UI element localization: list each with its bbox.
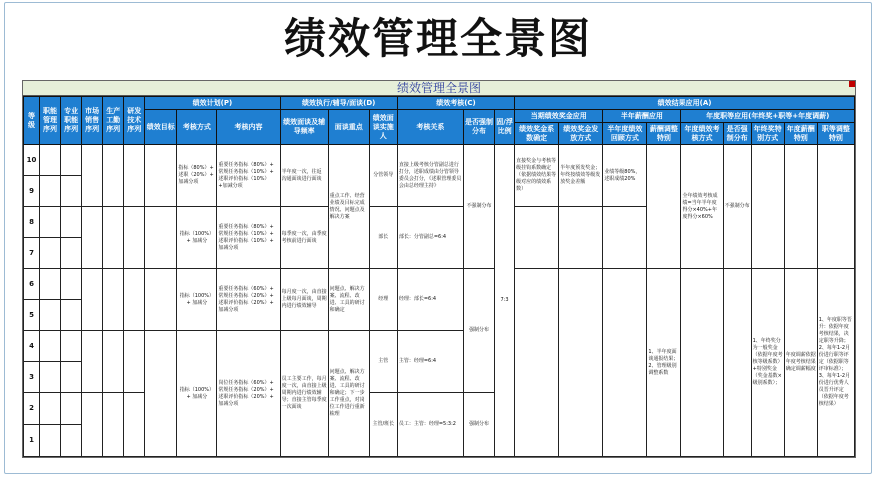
talk-freq-cell: 员工主要工作，每月度一次，由直接上级周期内进行绩效辅导；直接主管每季度一次面谈 — [280, 331, 328, 457]
table-cell — [723, 269, 751, 457]
table-cell — [82, 269, 103, 331]
table-cell — [61, 269, 82, 300]
header-forced: 是否强制分布 — [463, 110, 494, 145]
year-salary-cell: 年度调薪依据年度考核结果确定调薪幅度 — [784, 269, 817, 457]
table-cell — [559, 269, 603, 457]
header-col-2: 专业职能序列 — [61, 97, 82, 145]
header-year-salary: 年度薪酬特别 — [784, 123, 817, 145]
header-group-plan: 绩效计划(P) — [145, 97, 280, 110]
year-bonus-cell: 1、年终奖分为一般奖金（依据年度考核等级系数）+特别奖金（奖金基数×级别系数）； — [751, 269, 784, 457]
bonus-pay-cell: 半年度预发奖金；年终按绩效等级发放奖金差额 — [559, 145, 603, 207]
header-content: 考核内容 — [217, 110, 280, 145]
talk-person-cell: 部长 — [369, 207, 397, 269]
table-cell — [603, 269, 647, 457]
header-talk-focus: 面谈重点 — [328, 110, 369, 145]
table-cell — [40, 300, 61, 331]
ratio-cell: 7:3 — [495, 145, 515, 457]
header-bonus-pay: 绩效奖金发放方式 — [559, 123, 603, 145]
header-half-adj: 薪酬调整特别 — [647, 123, 681, 145]
header-relation: 考核关系 — [397, 110, 463, 145]
table-cell — [40, 145, 61, 176]
talk-focus-cell: 问题点、解决方案、流程、改进、工具的研讨和确定 — [328, 269, 369, 331]
table-cell — [61, 393, 82, 425]
table-cell — [61, 238, 82, 269]
table-cell — [817, 145, 854, 269]
content-cell: 重要任务指标（80%）+ 常规任务指标（10%）+ 述职评价指标（10%）+加减分项 — [217, 145, 280, 207]
header-col-5: 研发技术序列 — [124, 97, 145, 145]
header-goal: 绩效目标 — [145, 110, 177, 145]
relation-cell: 经理：部长=6:4 — [397, 269, 463, 331]
table-cell — [124, 145, 145, 207]
header-half-rule: 半年度绩效回顾方式 — [603, 123, 647, 145]
table-cell — [61, 145, 82, 176]
year-calc-cell: 全年绩效考核成绩=当年半年度得分×40%+年度得分×60% — [681, 145, 723, 269]
table-cell — [61, 300, 82, 331]
header-grade: 职等调整特别 — [817, 123, 854, 145]
header-method: 考核方式 — [177, 110, 217, 145]
table-cell — [40, 393, 61, 425]
content-cell: 重要任务指标（80%）+ 常规任务指标（10%）+ 述职评价指标（10%）+ 加减分项 — [217, 207, 280, 269]
header-group-result: 绩效结果应用(A) — [515, 97, 855, 110]
table-cell — [145, 145, 177, 207]
table-cell — [40, 362, 61, 393]
talk-freq-cell: 半年度一次，往返 沟通面谈进行面谈 — [280, 145, 328, 207]
level-cell: 6 — [24, 269, 40, 300]
header-subgroup-year: 年度职等应用(年终奖+职等+年度调薪) — [681, 110, 855, 123]
talk-person-cell: 分管领导 — [369, 145, 397, 207]
table-cell — [103, 145, 124, 207]
table-cell — [751, 145, 784, 269]
table-cell — [40, 238, 61, 269]
talk-person-cell: 主管 — [369, 331, 397, 393]
table-cell — [61, 425, 82, 457]
table-cell — [61, 362, 82, 393]
table-cell — [61, 176, 82, 207]
table-cell — [61, 331, 82, 362]
header-subgroup-bonus: 当期绩效奖金应用 — [515, 110, 603, 123]
table-cell — [515, 207, 559, 269]
table-cell — [103, 393, 124, 457]
table-cell — [103, 269, 124, 331]
method-cell: 指标（100%）+ 加减分 — [177, 331, 217, 457]
table-cell — [40, 425, 61, 457]
table-cell — [145, 269, 177, 331]
talk-freq-cell: 每月度一次，由直接上级每月面谈，周期内进行绩效辅导 — [280, 269, 328, 331]
forced-cell: 强制分布 — [463, 393, 494, 457]
level-cell: 2 — [24, 393, 40, 425]
method-cell: 指标（100%）+ 加减分 — [177, 269, 217, 331]
grade-cell: 1、年度职等晋升：依据年度考核结果，决定职等升降；2、每年1-2月份进行职等评定（依据职等评审标准）；3、每年1-2月份进行优秀人员晋升评定（依据年度考核结果） — [817, 269, 854, 457]
table-cell — [124, 269, 145, 331]
header-year-bonus: 年终奖特别方式 — [751, 123, 784, 145]
relation-cell: 主管：经理=6:4 — [397, 331, 463, 393]
level-cell: 4 — [24, 331, 40, 362]
level-cell: 5 — [24, 300, 40, 331]
table-cell — [82, 393, 103, 457]
table-cell — [40, 176, 61, 207]
forced-cell: 不强制分布 — [463, 145, 494, 269]
header-group-exec: 绩效执行/辅导/面谈(D) — [280, 97, 397, 110]
content-cell: 重要任务指标（60%）+ 常规任务指标（20%）+ 述职评价指标（20%）+ 加减分项 — [217, 269, 280, 331]
table-cell — [145, 331, 177, 457]
relation-cell: 员工：主管：经理=5:3:2 — [397, 393, 463, 457]
half-adj-cell: 1、半年度面谈通报结果；2、管理级别调整系数 — [647, 269, 681, 457]
table-cell — [784, 145, 817, 269]
forced-cell: 强制分布 — [463, 269, 494, 393]
table-cell — [82, 207, 103, 269]
spreadsheet — [22, 80, 856, 458]
method-cell: 指标（80%）+ 述职（20%）+ 加减分项 — [177, 145, 217, 207]
table-cell — [124, 331, 145, 393]
header-col-3: 市场销售序列 — [82, 97, 103, 145]
relation-cell: 直接上级考核分管副总进行打分，述职成绩由分管领导委员会打分，《述职管理委员会由总经理主持》 — [397, 145, 463, 207]
header-talk-person: 绩效面谈实施人 — [369, 110, 397, 145]
page-title: 绩效管理全景图 — [283, 14, 592, 63]
method-cell: 指标（100%）+ 加减分 — [177, 207, 217, 269]
header-subgroup-half: 半年薪酬应用 — [603, 110, 681, 123]
cell-comment-marker — [849, 81, 855, 87]
header-level: 等级 — [24, 97, 40, 145]
table-cell — [103, 331, 124, 393]
table-cell — [515, 269, 559, 457]
relation-cell: 部长：分管副总=6:4 — [397, 207, 463, 269]
table-cell — [145, 207, 177, 269]
level-cell: 1 — [24, 425, 40, 457]
table-cell — [82, 331, 103, 393]
table-cell — [103, 207, 124, 269]
header-bonus-calc: 绩效奖金系数确定 — [515, 123, 559, 145]
header-col-1: 职能管理序列 — [40, 97, 61, 145]
header-ratio: 固/浮比例 — [495, 110, 515, 145]
table-cell — [40, 269, 61, 300]
table-cell — [681, 269, 723, 457]
level-cell: 7 — [24, 238, 40, 269]
table-cell — [559, 207, 603, 269]
header-talk-freq: 绩效面谈及辅导频率 — [280, 110, 328, 145]
header-group-check: 绩效考核(C) — [397, 97, 514, 110]
talk-person-cell: 经理 — [369, 269, 397, 331]
level-cell: 9 — [24, 176, 40, 207]
table-cell — [82, 145, 103, 207]
talk-focus-cell: 问题点、解决方案、流程、改进、工具的研讨和确定；下一步工作重点，对岗位工作进行重新梳理 — [328, 331, 369, 457]
year-forced-cell: 不强制分布 — [723, 145, 751, 269]
table-cell — [40, 207, 61, 238]
sheet-title: 绩效管理全景图 — [23, 81, 855, 96]
talk-freq-cell: 每季度一次，由季度考核前进行面谈 — [280, 207, 328, 269]
talk-person-cell: 主管/班长 — [369, 393, 397, 457]
performance-table — [23, 96, 855, 457]
header-col-4: 生产工勤序列 — [103, 97, 124, 145]
header-year-forced: 是否强制分布 — [723, 123, 751, 145]
table-cell — [603, 207, 647, 269]
talk-focus-cell: 重点工作、经营业绩及目标完成情况、问题点及解决方案 — [328, 145, 369, 269]
content-cell: 岗位任务指标（60%）+ 常规任务指标（20%）+ 述职评价指标（20%）+ 加减分项 — [217, 331, 280, 457]
table-cell — [124, 393, 145, 457]
level-cell: 8 — [24, 207, 40, 238]
header-year-calc: 年度绩效考核方式 — [681, 123, 723, 145]
table-cell — [61, 207, 82, 238]
table-cell — [647, 145, 681, 269]
table-cell — [124, 207, 145, 269]
level-cell: 10 — [24, 145, 40, 176]
half-rule-cell: 业绩等级80%，述职成绩20% — [603, 145, 647, 207]
bonus-calc-cell: 直接奖金与考核等级挂钩系数确定（依据绩效结果等级对应的绩效系数） — [515, 145, 559, 207]
table-cell — [40, 331, 61, 362]
level-cell: 3 — [24, 362, 40, 393]
